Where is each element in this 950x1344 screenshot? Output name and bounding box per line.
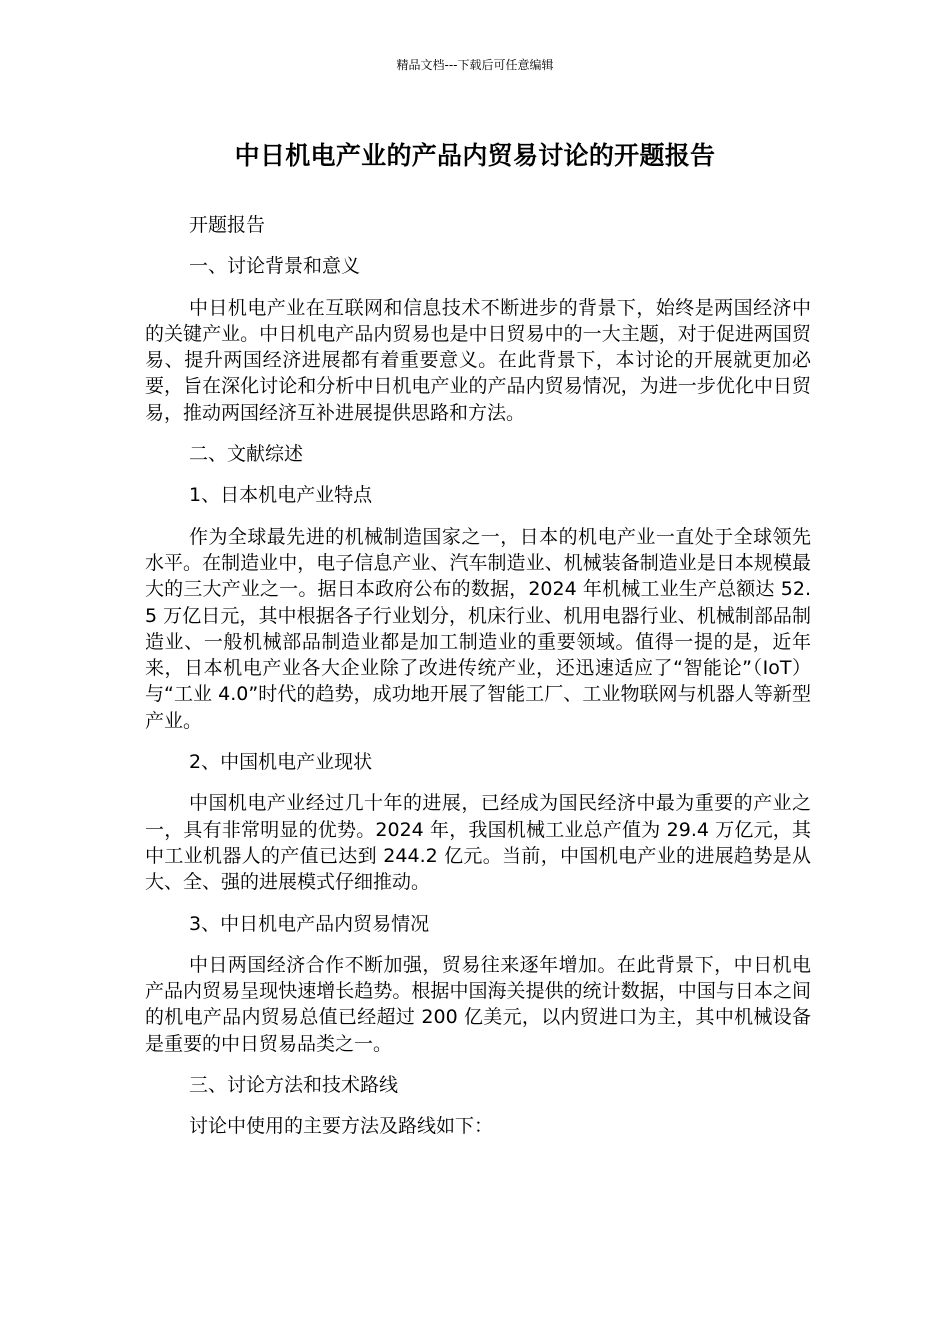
section-1-paragraph: 中日机电产业在互联网和信息技术不断进步的背景下，始终是两国经济中的关键产业。中日机电产品内贸易也是中日贸易中的一大主题，对于促进两国贸易、提升两国经济进展都有着重要意义。在此背景下，本讨论的开展就更加必要，旨在深化讨论和分析中日机电产业的产品内贸易情况，为进一步优化中日贸易，推动两国经济互补进展提供思路和方法。 bbox=[145, 296, 811, 424]
document-title: 中日机电产业的产品内贸易讨论的开题报告 bbox=[234, 141, 716, 170]
section-1-heading: 一、讨论背景和意义 bbox=[189, 255, 361, 278]
subsection-2-1-heading: 1、日本机电产业特点 bbox=[189, 484, 373, 507]
subsection-2-2-paragraph: 中国机电产业经过几十年的进展，已经成为国民经济中最为重要的产业之一，具有非常明显的优势。2024 年，我国机械工业总产值为 29.4 万亿元，其中工业机器人的产值已达到 244.2 亿元。当前，中国机电产业的进展趋势是从大、全、强的进展模式仔细推动。 bbox=[145, 792, 811, 894]
subsection-2-2-heading: 2、中国机电产业现状 bbox=[189, 751, 373, 774]
subsection-2-3-heading: 3、中日机电产品内贸易情况 bbox=[189, 912, 430, 935]
page-header: 精品文档---下载后可任意编辑 bbox=[396, 58, 554, 72]
report-label: 开题报告 bbox=[189, 214, 266, 236]
subsection-2-1-paragraph: 作为全球最先进的机械制造国家之一，日本的机电产业一直处于全球领先水平。在制造业中，电子信息产业、汽车制造业、机械装备制造业是日本规模最大的三大产业之一。据日本政府公布的数据，2024 年机械工业生产总额达 52.5 万亿日元，其中根据各子行业划分，机床行业、机用电器行业、机械制部品制造业、一般机械部品制造业都是加工制造业的重要领域。值得一提的是，近年来，日本机电产业各大企业除了改进传统产业，还迅速适应了“智能论”（IoT）与“工业 4.0”时代的趋势，成功地开展了智能工厂、工业物联网与机器人等新型产业。 bbox=[145, 525, 811, 732]
document-body bbox=[145, 212, 811, 1155]
section-2-heading: 二、文献综述 bbox=[189, 443, 304, 466]
subsection-2-3-paragraph: 中日两国经济合作不断加强，贸易往来逐年增加。在此背景下，中日机电产品内贸易呈现快速增长趋势。根据中国海关提供的统计数据，中国与日本之间的机电产品内贸易总值已经超过 200 亿美元，以内贸进口为主，其中机械设备是重要的中日贸易品类之一。 bbox=[145, 953, 811, 1055]
section-3-heading: 三、讨论方法和技术路线 bbox=[189, 1074, 399, 1097]
section-3-paragraph: 讨论中使用的主要方法及路线如下： bbox=[189, 1115, 494, 1138]
